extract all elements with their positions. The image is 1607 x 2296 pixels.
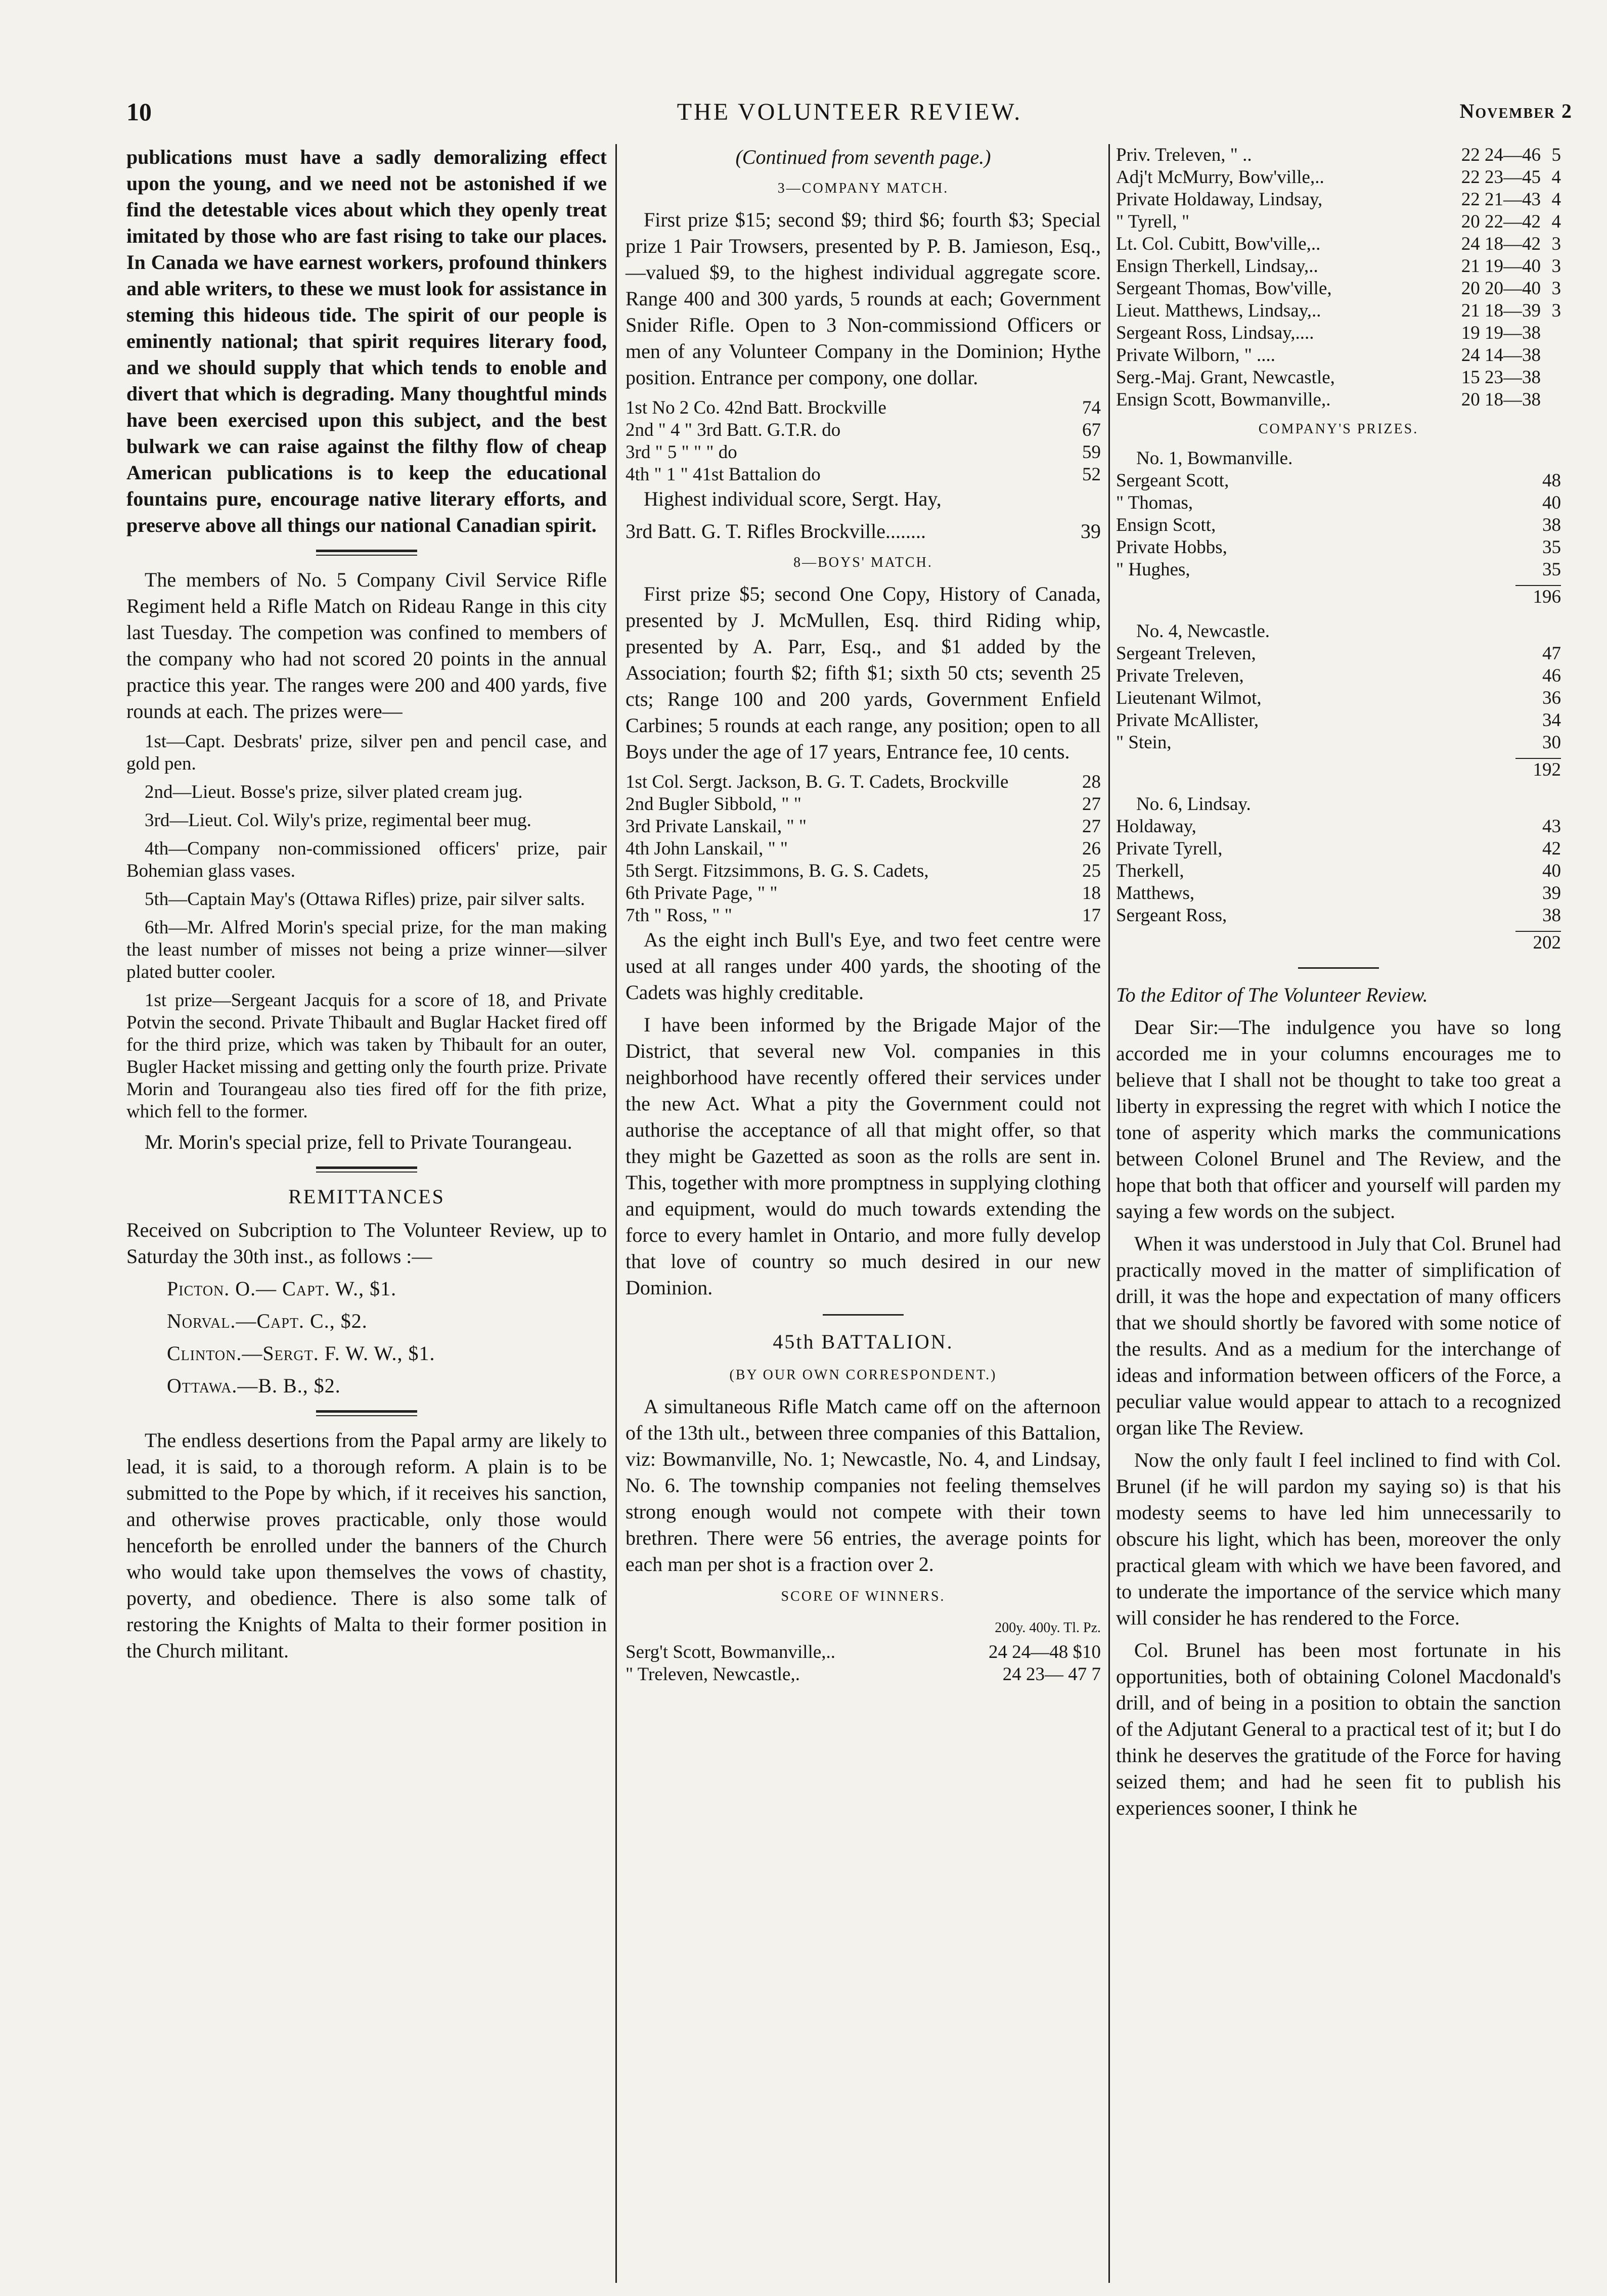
page-header [126, 92, 1573, 132]
winner-row: Serg't Scott, Bowmanville,.. 24 24—48 $10 [626, 1642, 1101, 1662]
company-score-row: " Thomas, 40 [1116, 492, 1561, 513]
article-paragraph: Received on Subcription to The Volunteer Review, up to Saturday the 30th inst., as follows :— [126, 1219, 607, 1268]
company-prizes [1116, 447, 1561, 954]
company-score-row: Private Hobbs, 35 [1116, 537, 1561, 558]
winner-row: Lt. Col. Cubitt, Bow'ville,.. 24 18—42 3 [1116, 234, 1561, 254]
winner-row: Ensign Therkell, Lindsay,.. 21 19—40 3 [1116, 256, 1561, 277]
letter-paragraph: Dear Sir:—The indulgence you have so long accorded me in your columns encourages me to believe that I shall not be thought to take too great a liberty in expressing the regret with which I notice the tone of asperity which marks the communications between Colonel Brunel and The Review, and the hope that both that officer and yourself will parden my saying a few words on the subject. [1116, 1016, 1561, 1223]
result-row: 5th Sergt. Fitzsimmons, B. G. S. Cadets, 25 [626, 861, 1101, 881]
company-name: No. 6, Lindsay. [1136, 794, 1251, 815]
page-number: 10 [126, 98, 152, 126]
prize-item: 1st—Capt. Desbrats' prize, silver pen and pencil case, and gold pen. [126, 731, 607, 774]
company-score-row: Lieutenant Wilmot, 36 [1116, 688, 1561, 708]
column-divider [615, 144, 617, 2283]
continued-note: (Continued from seventh page.) [735, 146, 991, 168]
company-score-row: Sergeant Scott, 48 [1116, 470, 1561, 491]
column-3 [1116, 144, 1561, 1827]
company-total: 202 [1515, 931, 1561, 954]
result-row: 7th " Ross, " " 17 [626, 905, 1101, 926]
company-total: 196 [1515, 585, 1561, 608]
company-score-row: Private McAllister, 34 [1116, 710, 1561, 731]
article-paragraph: Highest individual score, Sergt. Hay, [644, 487, 942, 510]
remittance-item: Ottawa.—B. B., $2. [167, 1374, 341, 1397]
article-paragraph: A simultaneous Rifle Match came off on the afternoon of the 13th ult., between three companies of this Battalion, viz: Bowmanville, No. 1; Newcastle, No. 4, and Lindsay, No. 6. The township companies not feeling themselves strong enough would not compete with their town brethren. There were 56 entries, the average points for each man per shot is a fraction over 2. [626, 1395, 1101, 1575]
winner-row: " Tyrell, " 20 22—42 4 [1116, 211, 1561, 232]
company-score-row: Sergeant Treleven, 47 [1116, 643, 1561, 664]
winner-row: Private Wilborn, " .... 24 14—38 [1116, 345, 1541, 366]
article-paragraph: publications must have a sadly demoralizing effect upon the young, and we need not be astonished if we find the detestable vices about which they openly treat imitated by those who are fast rising to take our places. In Canada we have earnest workers, profound thinkers and able writers, to these we must look for assistance in steming this hideous tide. The spirit of our people is eminently national; that spirit requires literary food, and we should supply that which tends to enoble and divert that which is degrading. Many thoughtful minds have been exercised upon this subject, and the best bulwark we can raise against the filthy flow of cheap American publications is to keep the educational fountains pure, encourage native literary efforts, and preserve above all things our national Canadian spirit. [126, 146, 607, 536]
result-row: 2nd Bugler Sibbold, " " 27 [626, 794, 1101, 815]
masthead-title: THE VOLUNTEER REVIEW. [677, 99, 1022, 125]
column-1 [126, 144, 607, 1670]
prize-item: 3rd—Lieut. Col. Wily's prize, regimental beer mug. [145, 810, 531, 831]
byline: (BY OUR OWN CORRESPONDENT.) [729, 1367, 997, 1383]
company-score-row: Private Tyrell, 42 [1116, 838, 1561, 859]
article-paragraph: First prize $5; second One Copy, History of Canada, presented by J. McMullen, Esq. third Riding whip, presented by A. Parr, Esq., and $1 added by the Association; fourth $2; fifth $1; sixth 50 cts; seventh 25 cts; Range 100 and 200 yards, Government Enfield Carbines; 5 rounds at each range, any position; open to all Boys under the age of 17 years, Entrance fee, 10 cents. [626, 582, 1101, 763]
section-heading: 45th BATTALION. [773, 1330, 954, 1353]
letter-paragraph: Col. Brunel has been most fortunate in his opportunities, both of obtaining Colonel Macdonald's drill, and of being in a position to obtain the sanction of the Adjutant General to a practical test of it; but I do think he deserves the gratitude of the Force for having seized them; and had he seen fit to publish his experiences sooner, I think he [1116, 1639, 1561, 1819]
section-heading: 3—COMPANY MATCH. [777, 181, 949, 196]
company-score-row: Matthews, 39 [1116, 883, 1561, 904]
section-divider [823, 1314, 904, 1316]
remittance-item: Clinton.—Sergt. F. W. W., $1. [167, 1342, 435, 1365]
result-row: 4th John Lanskail, " " 26 [626, 838, 1101, 859]
article-paragraph: First prize $15; second $9; third $6; fourth $3; Special prize 1 Pair Trowsers, presented by P. B. Jamieson, Esq.,—valued $9, to the highest individual aggregate score. Range 400 and 300 yards, 5 rounds at each; Government Snider Rifle. Open to 3 Non-commissiond Officers or men of any Volunteer Company in the Dominion; Hythe position. Entrance per compony, one dollar. [626, 208, 1101, 389]
result-row: 3rd Batt. G. T. Rifles Brockville........ 39 [626, 520, 1101, 543]
column-2 [626, 144, 1101, 1686]
remittance-item: Norval.—Capt. C., $2. [167, 1310, 368, 1332]
company-score-row: Private Treleven, 46 [1116, 665, 1561, 686]
winner-row: Ensign Scott, Bowmanville,. 20 18—38 [1116, 389, 1541, 410]
section-heading: REMITTANCES [288, 1185, 445, 1208]
result-row: 1st Col. Sergt. Jackson, B. G. T. Cadets, Brockville 28 [626, 772, 1101, 792]
result-row: 6th Private Page, " " 18 [626, 883, 1101, 904]
letter-paragraph: When it was understood in July that Col. Brunel had practically moved in the matter of simplification of drill, it was the hope and expectation of many officers that we should shortly be favored with some notice of the results. And as a medium for the interchange of ideas and information between officers of the Force, a peculiar value would appear to attach to a recognized organ like The Review. [1116, 1232, 1561, 1439]
winners-table [1116, 144, 1561, 411]
article-paragraph: I have been informed by the Brigade Major of the District, that several new Vol. companies in this neighborhood have recently offered their services under the new Act. What a pity the Government could not authorise the acceptance of all that might offer, so that they might be Gazetted as soon as the rolls are sent in. This, together with more promptness in supplying clothing and equipment, would do much towards extending the force to every hamlet in Ontario, and more fully develop that love of country so much desired in our new Dominion. [626, 1013, 1101, 1299]
section-divider [316, 550, 417, 556]
winner-row: Priv. Treleven, " .. 22 24—46 5 [1116, 145, 1561, 165]
article-paragraph: 1st prize—Sergeant Jacquis for a score of 18, and Private Potvin the second. Private Thibault and Buglar Hacket fired off for the third prize, which was taken by Thibault for an outer, Bugler Hacket missing and getting only the fourth prize. Private Morin and Tourangeau also ties fired off for the fith prize, which fell to the former. [126, 990, 607, 1122]
company-score-row: Holdaway, 43 [1116, 816, 1561, 837]
article-paragraph: As the eight inch Bull's Eye, and two feet centre were used at all ranges under 400 yards, the shooting of the Cadets was highly creditable. [626, 928, 1101, 1004]
letter-heading: To the Editor of The Volunteer Review. [1116, 983, 1428, 1006]
section-divider [316, 1166, 417, 1173]
company-score-row: Ensign Scott, 38 [1116, 515, 1561, 535]
prize-item: 5th—Captain May's (Ottawa Rifles) prize, pair silver salts. [145, 889, 585, 910]
prize-item: 4th—Company non-commissioned officers' prize, pair Bohemian glass vases. [126, 838, 607, 881]
result-row: 1st No 2 Co. 42nd Batt. Brockville 74 [626, 397, 1101, 418]
company-score-row: Sergeant Ross, 38 [1116, 905, 1561, 926]
section-divider [316, 1410, 417, 1416]
winner-row: Sergeant Thomas, Bow'ville, 20 20—40 3 [1116, 278, 1561, 299]
section-heading: SCORE OF WINNERS. [781, 1589, 946, 1604]
result-row: 3rd Private Lanskail, " " 27 [626, 816, 1101, 837]
company-name: No. 1, Bowmanville. [1136, 448, 1293, 469]
winner-row: Adj't McMurry, Bow'ville,.. 22 23—45 4 [1116, 167, 1561, 188]
company-score-row: Therkell, 40 [1116, 861, 1561, 881]
result-row: 4th " 1 " 41st Battalion do 52 [626, 464, 1101, 485]
winner-row: " Treleven, Newcastle,. 24 23— 47 7 [626, 1664, 1101, 1685]
section-divider [1298, 967, 1379, 969]
winner-row: Sergeant Ross, Lindsay,.... 19 19—38 [1116, 323, 1541, 343]
article-paragraph: Mr. Morin's special prize, fell to Private Tourangeau. [145, 1131, 572, 1153]
winner-row: Private Holdaway, Lindsay, 22 21—43 4 [1116, 189, 1561, 210]
letter-paragraph: Now the only fault I feel inclined to find with Col. Brunel (if he will pardon my saying so) is that his modesty seems to have led him unnecessarily to obscure his light, which has been, moreover the only practical gleam with which we have been favored, and to underate the importance of the service which many will consider he has rendered to the Force. [1116, 1449, 1561, 1629]
result-row: 2nd " 4 " 3rd Batt. G.T.R. do 67 [626, 420, 1101, 440]
company-total: 192 [1515, 758, 1561, 781]
table-header: 200y. 400y. Tl. Pz. [995, 1620, 1101, 1636]
prize-item: 2nd—Lieut. Bosse's prize, silver plated cream jug. [145, 782, 523, 802]
section-heading: 8—BOYS' MATCH. [793, 555, 933, 570]
company-score-row: " Stein, 30 [1116, 732, 1561, 753]
issue-date: November 2 [1459, 100, 1573, 122]
section-heading: COMPANY'S PRIZES. [1258, 421, 1419, 437]
winner-row: Serg.-Maj. Grant, Newcastle, 15 23—38 [1116, 367, 1541, 388]
winner-row: Lieut. Matthews, Lindsay,.. 21 18—39 3 [1116, 300, 1561, 321]
prize-item: 6th—Mr. Alfred Morin's special prize, for the man making the least number of misses not being a prize winner—silver plated butter cooler. [126, 917, 607, 982]
remittance-item: Picton. O.— Capt. W., $1. [167, 1277, 397, 1300]
company-score-row: " Hughes, 35 [1116, 559, 1561, 580]
result-row: 3rd " 5 " " " do 59 [626, 442, 1101, 463]
article-paragraph: The members of No. 5 Company Civil Service Rifle Regiment held a Rifle Match on Rideau Range in this city last Tuesday. The competion was confined to members of the company who had not scored 20 points in the annual practice this year. The ranges were 200 and 400 yards, five rounds at each. The prizes were— [126, 568, 607, 723]
column-divider [1108, 144, 1110, 2283]
article-paragraph: The endless desertions from the Papal army are likely to lead, it is said, to a thorough reform. A plain is to be submitted to the Pope by which, if it receives his sanction, and otherwise proves practicable, only those would henceforth be enrolled under the banners of the Church who would take upon themselves the vows of chastity, poverty, and obedience. There is also some talk of restoring the Knights of Malta to their former position in the Church militant. [126, 1429, 607, 1662]
company-name: No. 4, Newcastle. [1136, 621, 1270, 642]
